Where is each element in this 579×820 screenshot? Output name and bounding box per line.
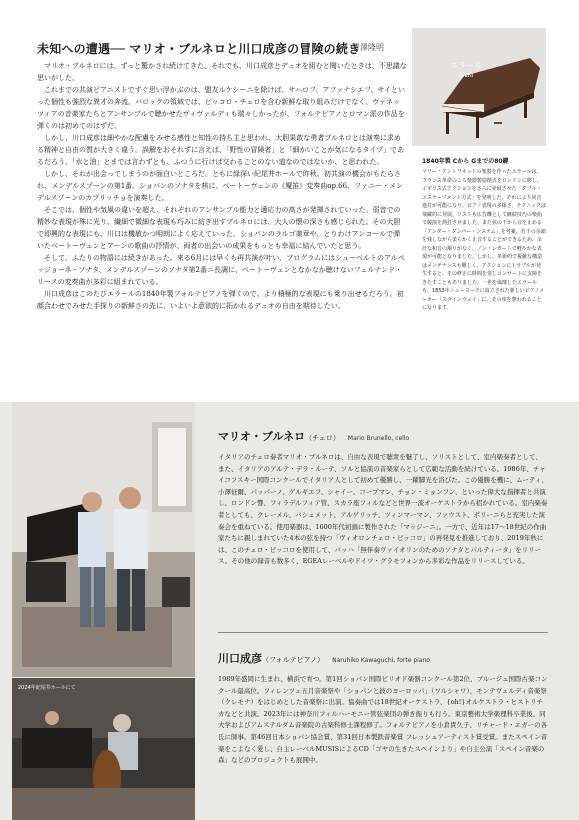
kawaguchi-name-en: Naruhiko Kawaguchi, forte piano: [332, 657, 430, 664]
piano-label-jp: エラール: [450, 61, 482, 70]
brunello-biography: [218, 452, 548, 568]
grand-piano-icon: [412, 28, 546, 146]
essay-paragraph: 川口成彦はこのたびエラールの1840年製フォルテピアノを弾くので、より積極的な表現にも乗り出せるだろう。初顔合わせでみせた手探りの新鮮さの先に、いよいよ意欲的に拓かれるデュオの自由を期待したい。: [37, 290, 404, 310]
concert-photo: [12, 678, 195, 820]
kawaguchi-role: （フォルテピアノ）: [262, 656, 325, 664]
essay-paragraph: しかし、それが出会ってしまうのが面白いところだ。ともに緑深い紀尾井ホールで昨秋、初共演の機会がもたらされ、メンデルスゾーンの第1番、ショパンのソナタを核に、ベートーヴェンの《魔笛》変奏曲op.66、ファニー・メンデルスゾーンのカプリッチョを演奏した。: [37, 170, 403, 202]
kawaguchi-name-heading: [218, 650, 430, 666]
essay-paragraph: しかし、川口成彦は細やかな配慮をみせる感性と知性の持ち主と思われ、大胆果敢な勇者ブルネロとは演奏に求める精神と自由の質が大きく違う。誤解をおそれずに言えば、「野性の冒険者」と「細かいことが気になるタイプ」であるだろう。「水と油」とまでは言わずとも、ふつうに行けば交わることのない道なのではないか、と思われた。: [37, 134, 405, 166]
duo-photo-illustration: [12, 402, 195, 677]
essay-paragraph: そこでは、個性や気風の違いを超え、それぞれのアンサンブル能力と適応力の高さが発揮されていった。弱音での精妙な表現が殊に光り、繊細で微細な表現も巧みに紡ぎ出すブルネロには、大人の懐の深さも感じられた。その大胆で即興的な表現にも、川口は機敏かつ明朗によく応えていった。ショパンのラルゴ楽章や、とりわけアンコールで弾いたベートーヴェンとアーンの歌曲の抒情が、両者の出会いの成果をもっとも幸福に結んでいたと思う。: [37, 206, 401, 250]
piano-spec-heading: 1840年製 Cから Gまでの80鍵: [422, 158, 509, 165]
piano-label: [450, 60, 482, 79]
piano-label-en: Erard: [458, 73, 474, 79]
brunello-name: マリオ・ブルネロ: [218, 430, 306, 443]
kawaguchi-bio-text: 1989年盛岡に生まれ、横浜で育つ。第1回ショパン国際ピリオド楽器コンクール第2位、ブルージュ国際古楽コンクール最高位。フィレンツェ五月音楽祭や「ショパンと彼のヨーロッパ」（ワルシャワ）、モンテヴェルディ音楽祭（クレモナ）をはじめとした音楽祭に出演。協奏曲では18世紀オーケストラ、{oh!}オルケストラ・ヒストリチカなどと共演。2023年には神奈川フィルハーモニー管弦楽団の弾き振りも行う。東京藝術大学楽理科卒業後、同大学およびアムステルダム音楽院の古楽科修士課程修了。フォルテピアノを小倉貴久子、リチャード・エガーの各氏に師事。第46回日本ショパン協会賞、第31回日本製鉄音楽賞 フレッシュアーティスト賞受賞。またスペイン音楽をこよなく愛し、自主レーベルMUSISによるCD「ゴヤの生きたスペインより」や自主公演「スペイン音楽の森」などのプロジェクトも展開中。: [218, 675, 548, 765]
essay-paragraph: そして、ふたりの物語には続きがあった。来る6月には早くも再共演が叶い、プログラムにはシューベルトのアルペッジョーネ・ソナタ、メンデルスゾーンのソナタ第2番ニ長調に、ベートーヴェンとなかなか聴けないフェルナンド・リースの変奏曲が多彩に組まれている。: [37, 254, 405, 286]
section-divider: [218, 632, 548, 633]
brunello-name-heading: [218, 428, 409, 444]
essay-paragraph: これまでの共演ピアニストですぐ思い浮かぶのは、盟友ルケシーニを除けば、サハロフ、アファナシエフ、サイといった個性も強烈な異才の奔流。バロックの領域では、ピッコロ・チェロを含む新鮮な取り組みだけでなく、ヴァネッツィアの音楽家たちとアンサンブルで聴かせたヴィヴァルディも瑞々しかったが、フォルテピアノとロマン派の作品を弾くのは初めてのはずだ。: [37, 86, 406, 130]
profiles-section: [0, 402, 579, 820]
essay-section: [0, 0, 579, 402]
duo-portrait-photo: [12, 402, 195, 677]
concert-photo-illustration: [12, 678, 195, 820]
concert-photo-caption: 2024年紀尾井ホールにて: [18, 685, 76, 691]
essay-author: 青澤隆明: [352, 43, 384, 52]
kawaguchi-name: 川口成彦: [218, 652, 262, 665]
essay-body: [37, 60, 407, 312]
brunello-name-en: Mario Brunello, cello: [347, 435, 410, 442]
kawaguchi-biography: [218, 674, 548, 767]
brunello-role: （チェロ）: [305, 434, 340, 442]
essay-paragraph: マリオ・ブルネロには、ずっと驚かされ続けてきた。それでも、川口成彦とデュオを組むと聞いたときは、不思議な思いがした。: [37, 62, 407, 82]
essay-title: 未知への遭遇── マリオ・ブルネロと川口成彦の冒険の続き: [37, 42, 361, 56]
erard-piano-image: [412, 28, 546, 146]
piano-description: マリー・アントワネットの楽器を作ったエラールは、フランス革命のころ楽器製造拠点をロンドンに移し、イギリス式アクションをさらに発展させた「ダブル・エスケープメント方式」を発明した。それにより同音連打が可能になり、ピアノ表現の多様さ、テクニックは飛躍的に発展。リストも広告機として継続技巧の楽曲で競演を熱狂させました。また弦の下から音を止める「アンダー・ダンパー・システム」を考案。若干の余韻を残しながら柔らかく止音することができるため、余計な和音の濁りがなく、ノン・レガートで軽やかな表現が可能となりました。しかし、革新的で複雑な構造はメンテナンスも難しく、アクションにトラブルが発生すると、その修正に時間を要しコンサートに支障をきたすこともありました。一世を風靡したエラールも、1853年ニューヨークに設立された新しいピアノメーカー「スタインウェイ」に、その座を奪われることになります。: [422, 169, 546, 311]
brunello-bio-text: イタリアのチェロ奏者マリオ・ブルネロは、自由な表現で聴衆を魅了し、ソリストとして、室内楽奏者として、また、イタリアのアルテ・デラ・ルーテ、ソルと協演の音楽家らとして広範な活動を続けている。1986年、チャイコフスキー国際コンクールでイタリア人として初めて優勝し、一躍脚光を浴びた。この優勝を機に、ムーティ、小澤征爾、パッパーノ、ゲルギエフ、シャイー、コープマン、チョン・ミョンフン、といった偉大な指揮者と共演し、ロンドン響、フィラデルフィア管、スカラ座フィルなどと世界一流オーケストラから招かれている。室内楽奏者としても、クレーメル、バシュメット、アルゲリッチ、ツィンマーマン、ファウスト、ポリーニらと充実した演奏会を重ねている。使用楽器は、1600年代初頭に製作された「マッジーニ」。一方で、近年は17〜18世紀の作曲家たちに親しまれていた4本の弦を持つ「ヴィオロンチェロ・ピッコロ」の再発見を推進しており、2019年秋には、このチェロ・ピッコロを使用して、バッハ「無伴奏ヴァイオリンのためのソナタとパルティータ」をリリース。その他の録音も数多く、EGEAレーベルやドイツ・グラモフォンから多彩な作品をリリースしている。: [218, 453, 548, 566]
